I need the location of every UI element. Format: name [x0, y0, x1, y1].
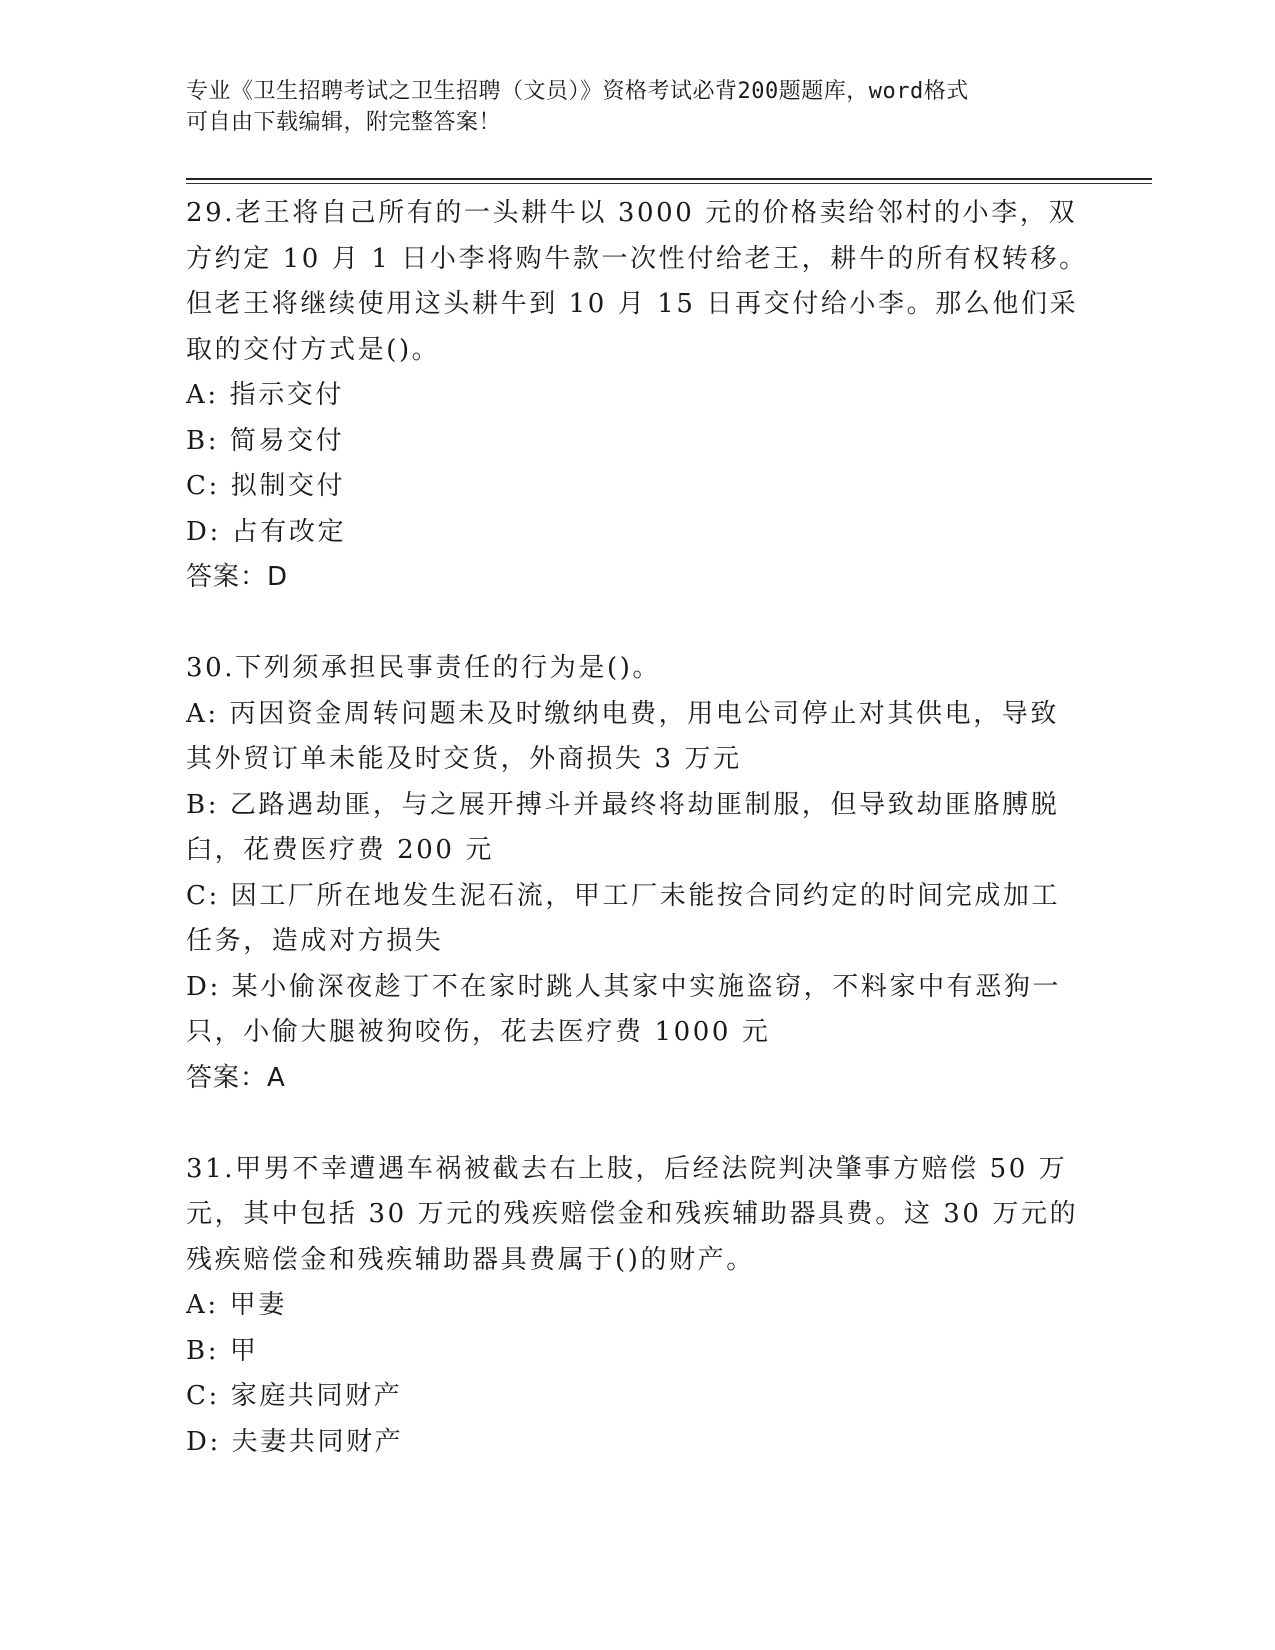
question-stem-line: 取的交付方式是()。 [186, 334, 441, 365]
answer-line: 答案：D [186, 562, 289, 592]
question-stem-line: 但老王将继续使用这头耕牛到 10 月 15 日再交付给小李。那么他们采 [186, 289, 1079, 319]
header-divider-thick [186, 178, 1152, 180]
question-stem-line: 30.下列须承担民事责任的行为是()。 [186, 653, 662, 683]
option-b: B: 简易交付 [186, 425, 345, 456]
question-spacer [186, 1101, 1086, 1147]
question-29 [186, 191, 1086, 601]
option-a-continued: 其外贸订单未能及时交货，外商损失 3 万元 [186, 744, 742, 774]
option-b: B: 乙路遇劫匪，与之展开搏斗并最终将劫匪制服，但导致劫匪胳膊脱 [186, 789, 1060, 820]
question-stem-line: 元，其中包括 30 万元的残疾赔偿金和残疾辅助器具费。这 30 万元的 [186, 1199, 1079, 1229]
question-stem-line: 31.甲男不幸遭遇车祸被截去右上肢，后经法院判决肇事方赔偿 50 万 [186, 1153, 1068, 1184]
answer-line: 答案：A [186, 1062, 286, 1093]
option-c-continued: 任务，造成对方损失 [186, 926, 444, 956]
question-spacer [186, 601, 1086, 647]
question-stem-line: 残疾赔偿金和残疾辅助器具费属于()的财产。 [186, 1244, 755, 1275]
option-d: D: 夫妻共同财产 [186, 1426, 404, 1457]
option-b: B: 甲 [186, 1335, 259, 1366]
document-header [186, 76, 1086, 138]
option-d: D: 占有改定 [186, 516, 347, 547]
option-d: D: 某小偷深夜趁丁不在家时跳人其家中实施盗窃，不料家中有恶狗一 [186, 971, 1062, 1002]
question-list [186, 191, 1086, 1465]
option-d-continued: 只，小偷大腿被狗咬伤，花去医疗费 1000 元 [186, 1017, 771, 1047]
option-c: C: 拟制交付 [186, 471, 346, 501]
option-a: A: 指示交付 [186, 380, 345, 410]
question-31 [186, 1147, 1086, 1466]
option-a: A: 丙因资金周转问题未及时缴纳电费，用电公司停止对其供电，导致 [186, 698, 1060, 729]
question-stem-line: 29.老王将自己所有的一头耕牛以 3000 元的价格卖给邻村的小李，双 [186, 198, 1078, 228]
option-a: A: 甲妻 [186, 1290, 287, 1320]
option-c: C: 因工厂所在地发生泥石流，甲工厂未能按合同约定的时间完成加工 [186, 880, 1061, 911]
question-stem-line: 方约定 10 月 1 日小李将购牛款一次性付给老王，耕牛的所有权转移。 [186, 243, 1088, 274]
header-line-1: 专业《卫生招聘考试之卫生招聘（文员）》资格考试必背200题题库，word格式 [186, 79, 969, 104]
option-c: C: 家庭共同财产 [186, 1381, 403, 1411]
header-line-2: 可自由下载编辑，附完整答案！ [186, 110, 502, 135]
question-30 [186, 646, 1086, 1101]
option-b-continued: 臼，花费医疗费 200 元 [186, 835, 494, 865]
header-divider-thin [186, 183, 1152, 184]
